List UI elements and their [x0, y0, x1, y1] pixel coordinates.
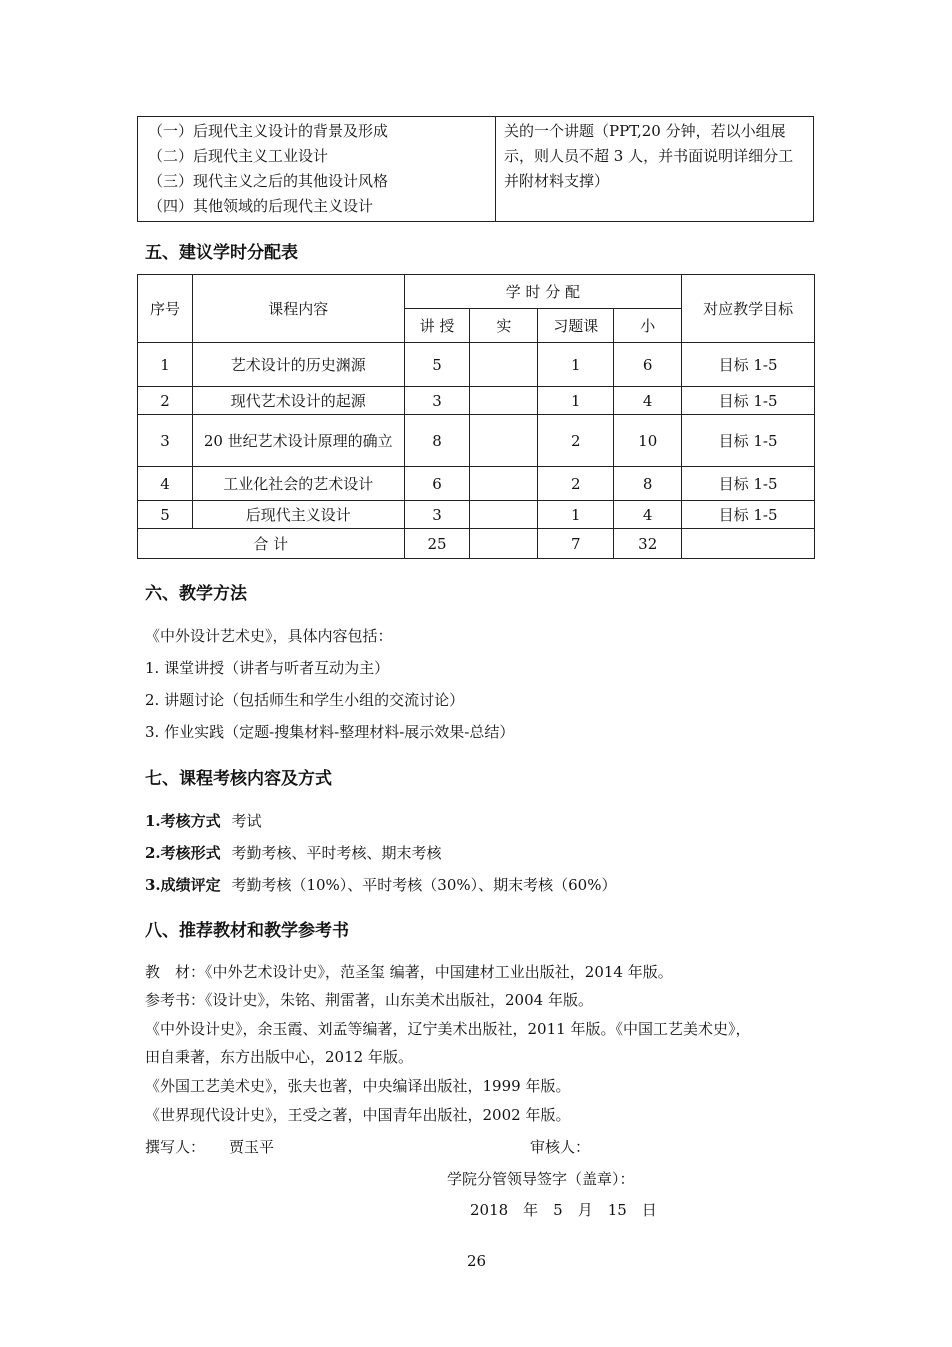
top-table-right-line: 示，则人员不超 3 人，并书面说明详细分工: [504, 147, 794, 165]
header-no: 序号: [138, 275, 193, 343]
section7-item-label: 2.考核形式: [145, 844, 221, 862]
row-exercise: 2: [538, 467, 614, 501]
section6-line: 1. 课堂讲授（讲者与听者互动为主）: [145, 659, 390, 677]
row-content: 现代艺术设计的起源: [192, 387, 404, 415]
section7-item: [145, 842, 441, 863]
row-practice: [470, 343, 538, 387]
reference-line: 《外国工艺美术史》，张夫也著，中央编译出版社，1999 年版。: [145, 1077, 571, 1095]
row-no: 2: [138, 387, 193, 415]
section7-item-text: 考勤考核、平时考核、期末考核: [231, 844, 442, 862]
row-lecture: 8: [404, 415, 470, 467]
hours-table: [137, 274, 815, 559]
row-practice: [470, 387, 538, 415]
section6-line: 2. 讲题讨论（包括师生和学生小组的交流讨论）: [145, 691, 465, 709]
section7-item: [145, 810, 261, 831]
table-row: [138, 343, 815, 387]
row-practice: [470, 501, 538, 529]
top-table-left-line: （三）现代主义之后的其他设计风格: [148, 172, 389, 190]
row-practice: [470, 415, 538, 467]
top-table-right-line: 并附材料支撑）: [504, 172, 610, 190]
total-lecture: 25: [404, 529, 470, 559]
header-content: 课程内容: [192, 275, 404, 343]
row-lecture: 6: [404, 467, 470, 501]
reviewer-label: 审核人：: [530, 1138, 591, 1156]
header-lecture: 讲 授: [404, 309, 470, 343]
total-subtotal: 32: [614, 529, 682, 559]
top-table-right-cell: [496, 117, 814, 222]
row-lecture: 3: [404, 387, 470, 415]
row-lecture: 3: [404, 501, 470, 529]
section7-item: [145, 874, 616, 895]
top-table-left-line: （一）后现代主义设计的背景及形成: [148, 122, 389, 140]
signature-date: 2018 年 5 月 15 日: [470, 1201, 657, 1219]
reference-line: 参考书：《设计史》，朱铭、荆雷著，山东美术出版社，2004 年版。: [145, 991, 593, 1009]
row-subtotal: 6: [614, 343, 682, 387]
table-row: [138, 387, 815, 415]
top-table-left-cell: [138, 117, 496, 222]
section7-item-label: 1.考核方式: [145, 812, 221, 830]
writer-label: 撰写人：: [145, 1138, 206, 1156]
row-content: 艺术设计的历史渊源: [192, 343, 404, 387]
top-content-table: [137, 116, 814, 222]
row-no: 4: [138, 467, 193, 501]
table-row: [138, 467, 815, 501]
header-practice: 实: [470, 309, 538, 343]
top-table-right-line: 关的一个讲题（PPT,20 分钟，若以小组展: [504, 122, 786, 140]
section6-line: 3. 作业实践（定题-搜集材料-整理材料-展示效果-总结）: [145, 723, 515, 741]
row-subtotal: 4: [614, 387, 682, 415]
row-subtotal: 10: [614, 415, 682, 467]
reference-line: 《中外设计史》，余玉霞、刘孟等编著，辽宁美术出版社，2011 年版。《中国工艺美术史》，: [145, 1020, 751, 1038]
total-exercise: 7: [538, 529, 614, 559]
total-practice: [470, 529, 538, 559]
reference-line: 田自秉著，东方出版中心，2012 年版。: [145, 1048, 413, 1066]
row-content: 20 世纪艺术设计原理的确立: [192, 415, 404, 467]
row-goal: 目标 1-5: [682, 467, 815, 501]
row-exercise: 2: [538, 415, 614, 467]
total-label: 合 计: [138, 529, 405, 559]
reference-line: 《世界现代设计史》，王受之著，中国青年出版社，2002 年版。: [145, 1106, 571, 1124]
total-row: [138, 529, 815, 559]
table-row: [138, 501, 815, 529]
top-table-left-line: （四）其他领域的后现代主义设计: [148, 197, 374, 215]
row-content: 后现代主义设计: [192, 501, 404, 529]
page-number: 26: [467, 1252, 487, 1270]
row-goal: 目标 1-5: [682, 343, 815, 387]
table-row: [138, 415, 815, 467]
row-exercise: 1: [538, 501, 614, 529]
row-goal: 目标 1-5: [682, 387, 815, 415]
row-subtotal: 4: [614, 501, 682, 529]
row-subtotal: 8: [614, 467, 682, 501]
section6-line: 《中外设计艺术史》，具体内容包括：: [145, 627, 393, 645]
header-subtotal: 小: [614, 309, 682, 343]
row-exercise: 1: [538, 387, 614, 415]
section7-title: 七、课程考核内容及方式: [145, 769, 332, 789]
section6-title: 六、教学方法: [145, 584, 247, 604]
header-exercise: 习题课: [538, 309, 614, 343]
total-goal: [682, 529, 815, 559]
leader-signature-label: 学院分管领导签字（盖章）：: [447, 1170, 635, 1188]
reference-line: 教 材：《中外艺术设计史》，范圣玺 编著，中国建材工业出版社，2014 年版。: [145, 963, 673, 981]
section7-item-text: 考勤考核（10%）、平时考核（30%）、期末考核（60%）: [231, 876, 617, 894]
row-no: 1: [138, 343, 193, 387]
row-no: 5: [138, 501, 193, 529]
section7-item-text: 考试: [231, 812, 262, 830]
section8-title: 八、推荐教材和教学参考书: [145, 921, 349, 941]
section5-title: 五、建议学时分配表: [145, 243, 298, 263]
row-goal: 目标 1-5: [682, 415, 815, 467]
row-lecture: 5: [404, 343, 470, 387]
header-hours: 学 时 分 配: [404, 275, 682, 309]
row-no: 3: [138, 415, 193, 467]
row-exercise: 1: [538, 343, 614, 387]
row-goal: 目标 1-5: [682, 501, 815, 529]
top-table-left-line: （二）后现代主义工业设计: [148, 147, 329, 165]
writer-name: 贾玉平: [229, 1138, 275, 1156]
row-content: 工业化社会的艺术设计: [192, 467, 404, 501]
header-goal: 对应教学目标: [682, 275, 815, 343]
row-practice: [470, 467, 538, 501]
section7-item-label: 3.成绩评定: [145, 876, 221, 894]
